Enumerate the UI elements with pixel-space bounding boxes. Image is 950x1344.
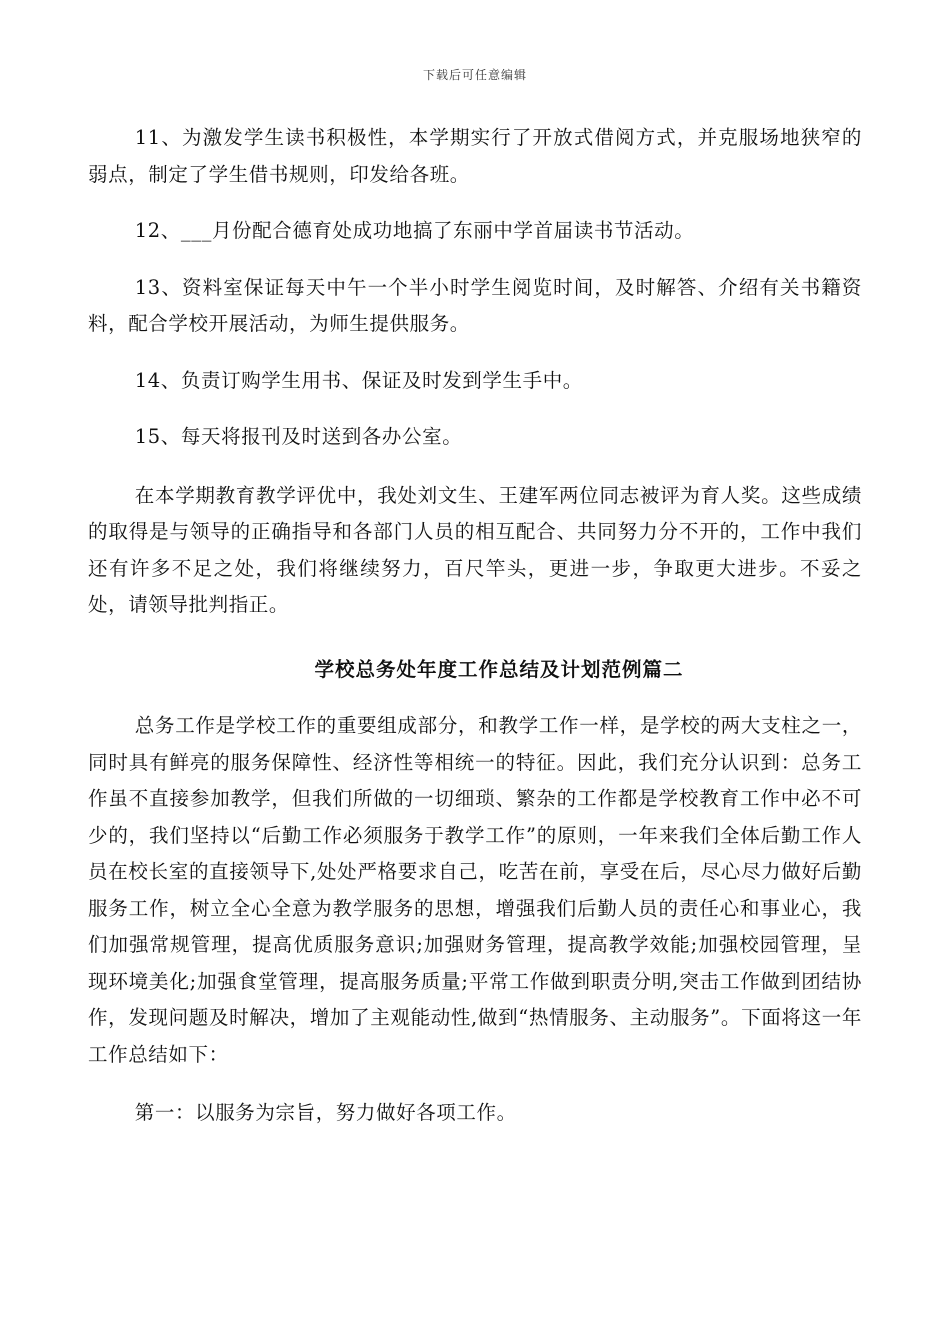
list-item: 12、___月份配合德育处成功地搞了东丽中学首届读书节活动。 — [134, 219, 695, 242]
list-item: 13、资料室保证每天中午一个半小时学生阅览时间，及时解答、介绍有关书籍资料，配合学校开展活动，为师生提供服务。 — [88, 275, 862, 335]
list-item: 11、为激发学生读书积极性，本学期实行了开放式借阅方式，并克服场地狭窄的弱点，制定了学生借书规则，印发给各班。 — [88, 126, 862, 186]
closing-paragraph: 在本学期教育教学评优中，我处刘文生、王建军两位同志被评为育人奖。这些成绩的取得是与领导的正确指导和各部门人员的相互配合、共同努力分不开的，工作中我们还有许多不足之处，我们将继续努力，百尺竿头，更进一步，争取更大进步。不妥之处，请领导批判指正。 — [88, 483, 862, 616]
list-item: 15、每天将报刊及时送到各办公室。 — [134, 425, 463, 448]
intro-paragraph: 总务工作是学校工作的重要组成部分，和教学工作一样，是学校的两大支柱之一，同时具有鲜亮的服务保障性、经济性等相统一的特征。因此，我们充分认识到：总务工作虽不直接参加教学，但我们所做的一切细琐、繁杂的工作都是学校教育工作中必不可少的，我们坚持以“后勤工作必须服务于教学工作”的原则，一年来我们全体后勤工作人员在校长室的直接领导下,处处严格要求自己，吃苦在前，享受在后，尽心尽力做好后勤服务工作，树立全心全意为教学服务的思想，增强我们后勤人员的责任心和事业心，我们加强常规管理，提高优质服务意识;加强财务管理，提高教学效能;加强校园管理，呈现环境美化;加强食堂管理，提高服务质量;平常工作做到职责分明,突击工作做到团结协作，发现问题及时解决，增加了主观能动性,做到“热情服务、主动服务”。下面将这一年工作总结如下： — [88, 714, 862, 1066]
section-title: 学校总务处年度工作总结及计划范例篇二 — [314, 657, 684, 681]
document-body — [88, 120, 862, 1132]
first-point: 第一：以服务为宗旨，努力做好各项工作。 — [134, 1101, 517, 1124]
header-note: 下载后可任意编辑 — [422, 68, 527, 82]
list-item: 14、负责订购学生用书、保证及时发到学生手中。 — [134, 368, 583, 392]
